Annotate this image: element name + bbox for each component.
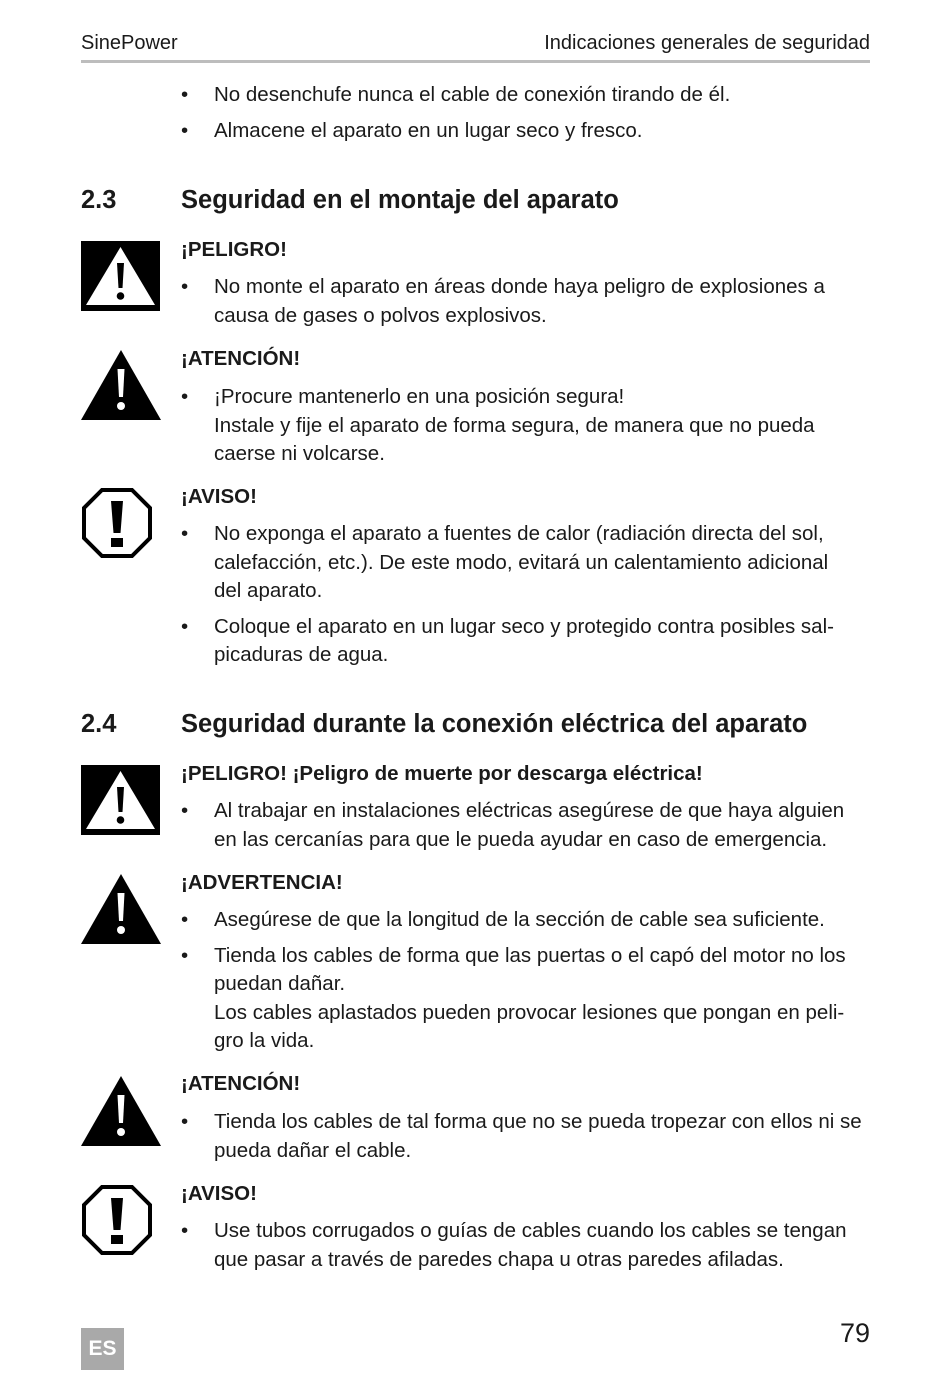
- list-item: • Tienda los cables de tal forma que no se pueda tropezar con ellos ni se pueda dañar el cable.: [181, 1108, 871, 1165]
- bullet-list: [181, 383, 871, 476]
- bullet-list: [181, 1108, 871, 1172]
- bullet-list: [181, 797, 871, 861]
- signal-word: ¡AVISO!: [181, 485, 257, 508]
- warning-triangle-icon: [81, 350, 161, 420]
- section-number: 2.4: [81, 710, 117, 738]
- signal-word: ¡AVISO!: [181, 1182, 257, 1205]
- section-number: 2.3: [81, 186, 117, 214]
- list-item: • Tienda los cables de forma que las puertas o el capó del motor no los puedan dañar. Los cables aplastados pueden provocar lesiones que pongan en peli- gro la vida.: [181, 942, 871, 1056]
- list-item: • No desenchufe nunca el cable de conexión tirando de él.: [181, 81, 871, 110]
- signal-word: ¡ATENCIÓN!: [181, 347, 301, 370]
- list-item: • Almacene el aparato en un lugar seco y fresco.: [181, 117, 871, 146]
- warning-triangle-icon: [81, 1076, 161, 1146]
- list-item: • Use tubos corrugados o guías de cables cuando los cables se tengan que pasar a través de paredes chapa u otras paredes afiladas.: [181, 1217, 871, 1274]
- signal-word: ¡ADVERTENCIA!: [181, 871, 343, 894]
- signal-word: ¡ATENCIÓN!: [181, 1072, 301, 1095]
- header-product: SinePower: [81, 32, 178, 54]
- list-item: • No exponga el aparato a fuentes de calor (radiación directa del sol, calefacción, etc.). De este modo, evitará un calentamiento adicional del aparato.: [181, 520, 871, 606]
- bullet-list: [181, 1217, 871, 1281]
- page-header: [81, 32, 870, 63]
- signal-word: ¡PELIGRO! ¡Peligro de muerte por descarga eléctrica!: [181, 762, 703, 785]
- language-badge: ES: [81, 1328, 124, 1370]
- notice-octagon-icon: [81, 487, 153, 559]
- bullet-list: [181, 520, 871, 677]
- danger-square-icon: [81, 765, 160, 835]
- danger-square-icon: [81, 241, 160, 311]
- notice-octagon-icon: [81, 1184, 153, 1256]
- list-item: • Asegúrese de que la longitud de la sección de cable sea suficiente.: [181, 906, 871, 935]
- section-title: Seguridad en el montaje del aparato: [181, 186, 619, 214]
- list-item: • Al trabajar en instalaciones eléctricas asegúrese de que haya alguien en las cercanías para que le pueda ayudar en caso de emergencia.: [181, 797, 871, 854]
- signal-word: ¡PELIGRO!: [181, 238, 287, 261]
- header-chapter: Indicaciones generales de seguridad: [544, 32, 870, 54]
- page-number: 79: [839, 1318, 870, 1348]
- list-item: • No monte el aparato en áreas donde haya peligro de explosiones a causa de gases o polvos explosivos.: [181, 273, 871, 330]
- section-title: Seguridad durante la conexión eléctrica del aparato: [181, 710, 808, 738]
- intro-bullet-list: [181, 81, 871, 152]
- warning-triangle-icon: [81, 874, 161, 944]
- list-item: • Coloque el aparato en un lugar seco y protegido contra posibles sal- picaduras de agua.: [181, 613, 871, 670]
- list-item: • ¡Procure mantenerlo en una posición segura! Instale y fije el aparato de forma segura, de manera que no pueda caerse ni volcarse.: [181, 383, 871, 469]
- bullet-list: [181, 906, 871, 1063]
- bullet-list: [181, 273, 871, 337]
